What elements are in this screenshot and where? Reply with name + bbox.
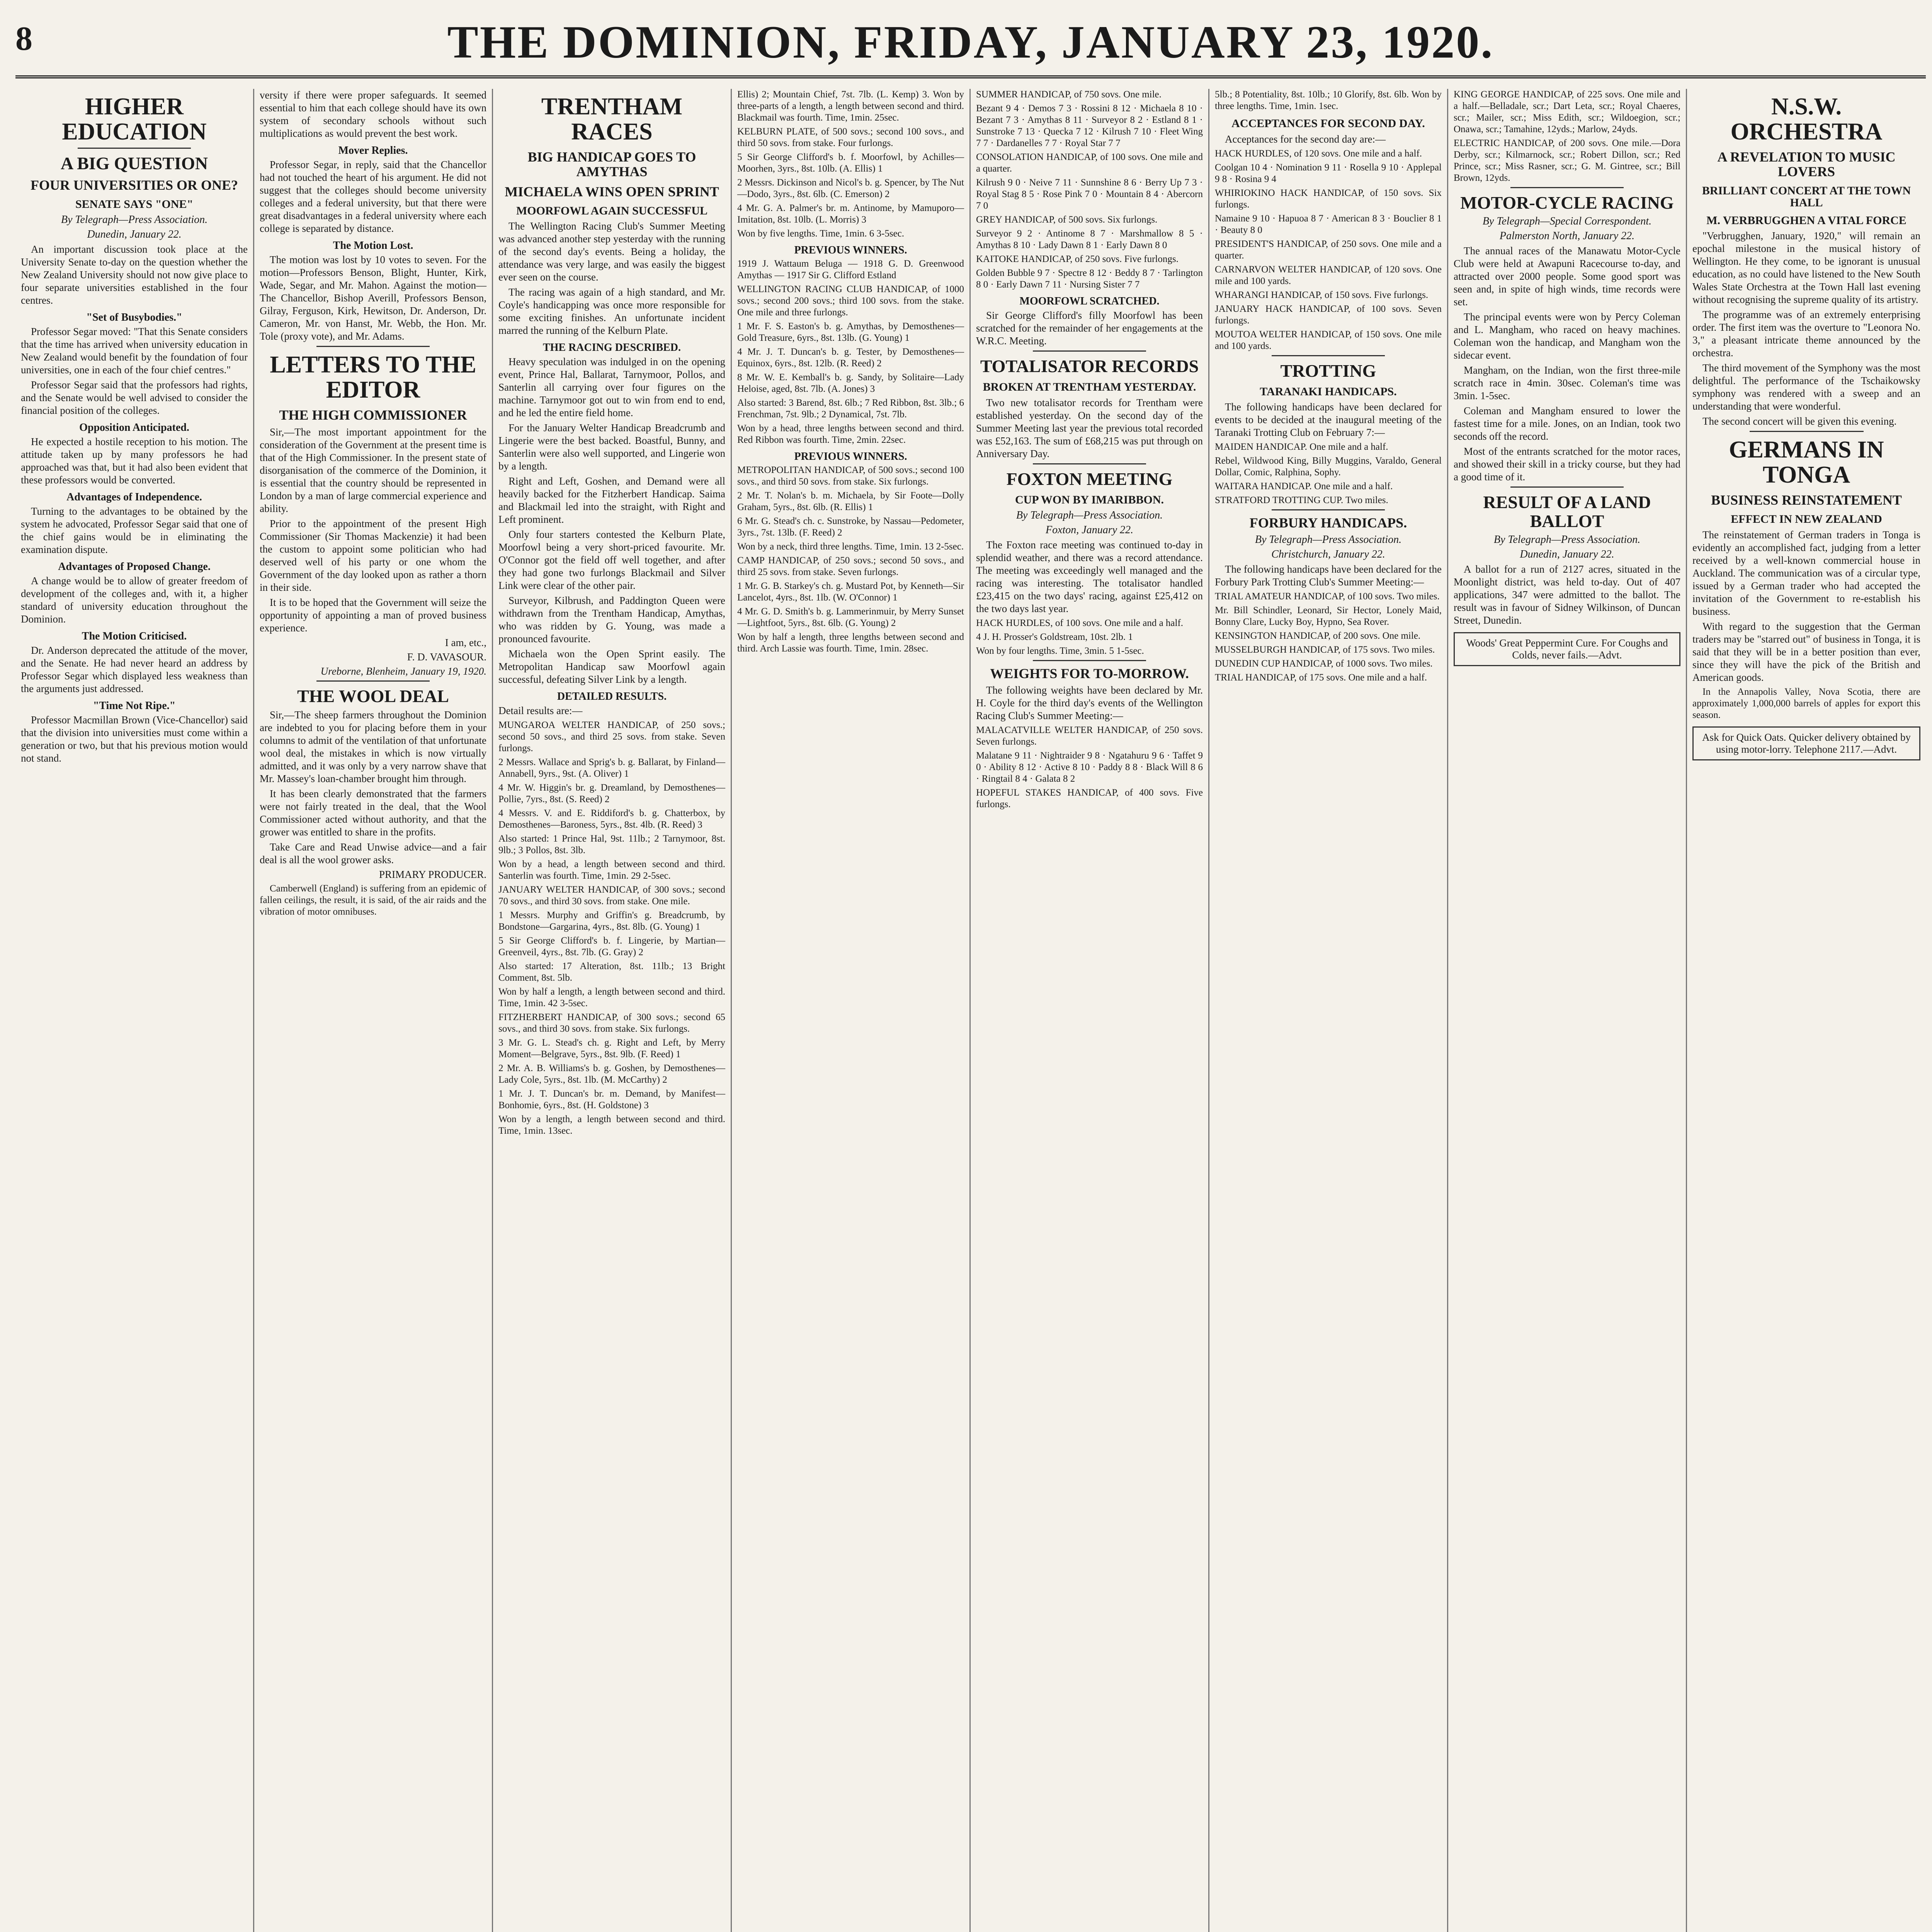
race-title: KAITOKE HANDICAP, of 250 sovs. Five furlongs. xyxy=(976,254,1179,264)
race-title: DUNEDIN CUP HANDICAP, of 1000 sovs. Two miles. xyxy=(1215,658,1433,669)
race-placing: 2 Mr. T. Nolan's b. m. Michaela, by Sir Foote—Dolly Graham, 5yrs., 8st. 6lb. (R. Ellis) 1 xyxy=(737,490,964,512)
page-number: 8 xyxy=(15,20,32,58)
race-placing: 8 Mr. W. E. Kemball's b. g. Sandy, by Solitaire—Lady Heloise, aged, 8st. 7lb. (A. Jones) 3 xyxy=(737,372,964,394)
subheading: The Motion Criticised. xyxy=(82,630,187,642)
weights-list: Kilrush 9 0 · Neive 7 11 · Sunnshine 8 6 · Berry Up 7 3 · Royal Stag 8 5 · Rose Pink 7 0 · Mountain 8 4 · Abercorn 7 0 xyxy=(976,177,1203,211)
article-paragraph: The reinstatement of German traders in Tonga is evidently an accomplished fact, judging from a letter received by a well-known commercial house in Auckland. The communication was of a circular type, issued by a German trader who had accepted the invitation of the Government to re-establish his business. xyxy=(1692,529,1920,617)
race-result: 5lb.; 8 Potentiality, 8st. 10lb.; 10 Glorify, 8st. 6lb. Won by three lengths. Time, 1min. 1sec. xyxy=(1215,89,1442,111)
headline-higher-education: HIGHER EDUCATION xyxy=(62,94,207,145)
page-columns xyxy=(15,89,1926,1932)
divider xyxy=(1033,350,1146,352)
masthead-rule xyxy=(15,75,1926,78)
article-paragraph: With regard to the suggestion that the German traders may be "starred out" of business in Tonga, it is said that they will be in a better position than ever, since they will have the pick of the British and American goods. xyxy=(1692,620,1920,683)
byline: By Telegraph—Special Correspondent. xyxy=(1482,215,1652,228)
race-title: SUMMER HANDICAP, of 750 sovs. One mile. xyxy=(976,89,1162,100)
race-title: FITZHERBERT HANDICAP, of 300 sovs.; second 65 sovs., and third 30 sovs. from stake. Six furlongs. xyxy=(498,1012,725,1034)
byline: By Telegraph—Press Association. xyxy=(1255,534,1402,546)
divider xyxy=(1750,431,1864,432)
race-placing: 1 Mr. F. S. Easton's b. g. Amythas, by Demosthenes—Gold Treasure, 6yrs., 8st. 13lb. (G. Young) 1 xyxy=(737,321,964,343)
headline-nsw-orchestra: N.S.W. ORCHESTRA xyxy=(1730,94,1883,145)
race-title: MUSSELBURGH HANDICAP, of 175 sovs. Two miles. xyxy=(1215,645,1435,655)
divider xyxy=(1272,355,1385,356)
subheading: "Set of Busybodies." xyxy=(86,311,182,323)
divider xyxy=(316,680,430,682)
race-title: PRESIDENT'S HANDICAP, of 250 sovs. One mile and a quarter. xyxy=(1215,238,1442,261)
race-placing: 5 Sir George Clifford's b. f. Lingerie, by Martian—Greenveil, 4yrs., 8st. 7lb. (G. Gray) 2 xyxy=(498,935,725,958)
race-placing: 4 Mr. W. Higgin's br. g. Dreamland, by Demosthenes—Pollie, 7yrs., 8st. (S. Reed) 2 xyxy=(498,782,725,805)
race-placing: 3 Mr. G. L. Stead's ch. g. Right and Left, by Merry Moment—Belgrave, 5yrs., 8st. 9lb. (F. Reed) 1 xyxy=(498,1037,725,1060)
news-brief: Camberwell (England) is suffering from an epidemic of fallen ceilings, the result, it is said, of the air raids and the vibration of motor omnibuses. xyxy=(260,883,486,917)
article-paragraph: For the January Welter Handicap Breadcrumb and Lingerie were the best backed. Boastful, Bunny, and Santerlin were also well supported, and Lingerie won by a length. xyxy=(498,422,725,472)
weights-list: Bezant 9 4 · Demos 7 3 · Rossini 8 12 · Michaela 8 10 · Bezant 7 3 · Amythas 8 11 · Surveyor 8 2 · Estland 8 1 · Sunstroke 7 13 · Quecka 7 12 · Kilrush 7 10 · Fleet Wing 7 7 · Dardanelles 7 7 · Royal Star 7 7 xyxy=(976,103,1203,148)
article-paragraph: Michaela won the Open Sprint easily. The Metropolitan Handicap saw Moorfowl again successful, defeating Silver Link by a length. xyxy=(498,648,725,685)
dateline: Foxton, January 22. xyxy=(1045,524,1134,536)
article-paragraph: Professor Segar, in reply, said that the Chancellor had not touched the heart of his argument. He did not suggest that the colleges should become university colleges and a federal university, but that there were great disadvantages in a federal university where each college is separated by distance. xyxy=(260,159,486,234)
headline-land-ballot: RESULT OF A LAND BALLOT xyxy=(1483,492,1651,531)
subheading: MOORFOWL SCRATCHED. xyxy=(1019,295,1160,307)
article-paragraph: A change would be to allow of greater freedom of development of the colleges and, with it, a higher standard of university education throughout the Dominion. xyxy=(21,575,248,625)
article-paragraph: Right and Left, Goshen, and Demand were all heavily backed for the Fitzherbert Handicap. Saima and Blackmail led into the straight, with Right and Left prominent. xyxy=(498,475,725,526)
race-placing: 4 Mr. G. D. Smith's b. g. Lammerinmuir, by Merry Sunset—Lightfoot, 5yrs., 8st. 6lb. (G. Young) 2 xyxy=(737,606,964,628)
letter-paragraph: It is to be hoped that the Government will seize the opportunity of appointing a man of proved business experience. xyxy=(260,596,486,634)
handicap-list: ELECTRIC HANDICAP, of 200 sovs. One mile.—Dora Derby, scr.; Kilmarnock, scr.; Robert Dillon, scr.; Red Prince, scr.; Miss Rasner, scr.; G. M. Gintree, scr.; Bill Brown, 12yds. xyxy=(1454,138,1680,183)
column-7 xyxy=(1448,89,1687,1932)
deck-verbrugghen: M. VERBRUGGHEN A VITAL FORCE xyxy=(1706,214,1906,227)
subheading: PREVIOUS WINNERS. xyxy=(794,451,907,463)
article-paragraph: Most of the entrants scratched for the motor races, and showed their skill in a tricky course, but they had a good time of it. xyxy=(1454,446,1680,483)
headline-weights-for-tomorrow: WEIGHTS FOR TO-MORROW. xyxy=(990,665,1189,681)
race-title: TRIAL HANDICAP, of 175 sovs. One mile and a half. xyxy=(1215,672,1427,683)
subheading: "Time Not Ripe." xyxy=(93,699,176,712)
article-paragraph: The programme was of an extremely enterprising order. The first item was the overture to "Leonora No. 3," a pleasant intricate theme announced by the orchestra. xyxy=(1692,309,1920,359)
divider xyxy=(1272,509,1385,510)
race-title: TRIAL AMATEUR HANDICAP, of 100 sovs. Two miles. xyxy=(1215,591,1440,602)
letter-signature: F. D. VAVASOUR. xyxy=(407,651,486,663)
deck-broken-at-trentham: BROKEN AT TRENTHAM YESTERDAY. xyxy=(983,381,1196,394)
article-paragraph: Sir George Clifford's filly Moorfowl has been scratched for the remainder of her engagements at the W.R.C. Meeting. xyxy=(976,310,1203,347)
previous-winners-table: 1919 J. Wattaum Beluga — 1918 G. D. Greenwood Amythas — 1917 Sir G. Clifford Estland xyxy=(737,259,964,281)
race-title: WAITARA HANDICAP. One mile and a half. xyxy=(1215,481,1393,492)
race-title: MUNGAROA WELTER HANDICAP, of 250 sovs.; second 50 sovs., and third 25 sovs. from stake. Seven furlongs. xyxy=(498,720,725,754)
article-paragraph: The following handicaps have been declared for the Forbury Park Trotting Club's Summer Meeting:— xyxy=(1215,563,1442,588)
deck-high-commissioner: THE HIGH COMMISSIONER xyxy=(279,407,467,423)
acceptances-list: Coolgan 10 4 · Nomination 9 11 · Rosella 9 10 · Applepal 9 8 · Rosina 9 4 xyxy=(1215,162,1442,184)
article-paragraph: Two new totalisator records for Trentham were established yesterday. On the second day of the Summer Meeting last year the previous total recorded was £52,163. The sum of £68,215 was put through on Anniversary Day. xyxy=(976,396,1203,459)
headline-motor-cycle-racing: MOTOR-CYCLE RACING xyxy=(1460,193,1674,213)
subheading: Mover Replies. xyxy=(338,145,408,156)
dateline: Dunedin, January 22. xyxy=(87,228,182,240)
race-margin: Won by four lengths. Time, 3min. 5 1-5sec. xyxy=(976,645,1144,656)
race-placing: 4 Messrs. V. and E. Riddiford's b. g. Chatterbox, by Demosthenes—Baroness, 5yrs., 8st. 4lb. (R. Reed) 3 xyxy=(498,808,725,830)
byline: By Telegraph—Press Association. xyxy=(1493,533,1641,546)
article-paragraph: Professor Segar said that the professors had rights, and the Senate would be well advised to consider the financial position of the colleges. xyxy=(21,379,248,416)
weights-list: Golden Bubble 9 7 · Spectre 8 12 · Beddy 8 7 · Tarlington 8 0 · Early Dawn 7 11 · Nursing Sister 7 7 xyxy=(976,268,1203,290)
article-paragraph: Heavy speculation was indulged in on the opening event, Prince Hal, Ballarat, Tarnymoor, Pollos, and Santerlin all carrying over four figures on the machine. Tarnymoor got out to win from end to end, and he led the entire field home. xyxy=(498,356,725,419)
deck-moorfowl: MOORFOWL AGAIN SUCCESSFUL xyxy=(516,204,708,217)
article-paragraph: The annual races of the Manawatu Motor-Cycle Club were held at Awapuni Racecourse to-day, and attracted over 2000 people. Some good sport was seen and, in spite of high winds, time records were set. xyxy=(1454,245,1680,308)
article-paragraph: Professor Macmillan Brown (Vice-Chancellor) said that the division into universities must come within a generation or two, but that his previous motion would not stand. xyxy=(21,714,248,764)
race-title: WELLINGTON RACING CLUB HANDICAP, of 1000 sovs.; second 200 sovs.; third 100 sovs. from the stake. One mile and three furlongs. xyxy=(737,284,964,318)
race-margin: Won by half a length, a length between second and third. Time, 1min. 42 3-5sec. xyxy=(498,986,725,1009)
article-paragraph: The motion was lost by 10 votes to seven. For the motion—Professors Benson, Blight, Hunter, Kirk, Wade, Segar, and Mr. Mahon. Against the motion—The Chancellor, Bishop Averill, Professors Benson, Gilray, Ferguson, Kirk, Hewitson, Dr. Anderson, Dr. Cameron, Mr. von Hanst, Mr. Webb, the Hon. Mr. Tole (proxy vote), and Mr. Adams. xyxy=(260,254,486,342)
divider xyxy=(78,148,191,149)
race-title: HACK HURDLES, of 120 sovs. One mile and a half. xyxy=(1215,148,1422,159)
race-title: STRATFORD TROTTING CUP. Two miles. xyxy=(1215,495,1388,506)
race-margin: Won by five lengths. Time, 1min. 6 3-5sec. xyxy=(737,228,904,239)
race-result: Ellis) 2; Mountain Chief, 7st. 7lb. (L. Kemp) 3. Won by three-parts of a length, a length between second and third. Blackmail was fourth. Time, 1min. 25sec. xyxy=(737,89,964,123)
article-paragraph: Detail results are:— xyxy=(498,705,583,717)
headline-trotting: TROTTING xyxy=(1280,361,1376,381)
subheading: The Motion Lost. xyxy=(333,240,413,252)
race-title: HOPEFUL STAKES HANDICAP, of 400 sovs. Five furlongs. xyxy=(976,787,1203,810)
article-paragraph: Acceptances for the second day are:— xyxy=(1225,133,1386,145)
race-also-started: Also started: 1 Prince Hal, 9st. 11lb.; 2 Tarnymoor, 8st. 9lb.; 3 Pollos, 8st. 3lb. xyxy=(498,833,725,856)
divider xyxy=(1033,660,1146,661)
dateline: Christchurch, January 22. xyxy=(1271,548,1385,561)
race-title: MALACATVILLE WELTER HANDICAP, of 250 sovs. Seven furlongs. xyxy=(976,725,1203,747)
divider xyxy=(1510,187,1624,188)
newspaper-title: THE DOMINION, FRIDAY, JANUARY 23, 1920. xyxy=(447,16,1494,68)
divider xyxy=(1510,486,1624,488)
column-4 xyxy=(732,89,971,1932)
race-margin: Won by a length, a length between second and third. Time, 1min. 13sec. xyxy=(498,1114,725,1136)
race-title: JANUARY HACK HANDICAP, of 100 sovs. Seven furlongs. xyxy=(1215,303,1442,326)
deck-revelation: A REVELATION TO MUSIC LOVERS xyxy=(1717,149,1896,179)
race-placing: 2 Messrs. Dickinson and Nicol's b. g. Spencer, by The Nut—Dodo, 3yrs., 8st. 6lb. (C. Emerson) 2 xyxy=(737,177,964,199)
letter-signoff: I am, etc., xyxy=(445,636,486,648)
handicap-list: Rebel, Wildwood King, Billy Muggins, Varaldo, General Dollar, Comic, Ralphina, Sophy. xyxy=(1215,456,1442,478)
deck-four-universities: FOUR UNIVERSITIES OR ONE? xyxy=(30,177,238,193)
race-title: METROPOLITAN HANDICAP, of 500 sovs.; second 100 sovs., and third 50 sovs. from stake. Six furlongs. xyxy=(737,465,964,487)
column-6 xyxy=(1209,89,1448,1932)
column-2 xyxy=(254,89,493,1932)
deck-big-question: A BIG QUESTION xyxy=(61,153,208,173)
subheading: Advantages of Independence. xyxy=(66,491,202,503)
article-paragraph: Coleman and Mangham ensured to lower the fastest time for a mile. Jones, on an Indian, took two seconds off the record. xyxy=(1454,405,1680,442)
subheading: Advantages of Proposed Change. xyxy=(58,560,211,573)
divider xyxy=(1033,463,1146,464)
acceptances-list: Namaine 9 10 · Hapuoa 8 7 · American 8 3 · Bouclier 8 1 · Beauty 8 0 xyxy=(1215,213,1442,235)
race-placing: 4 Mr. J. T. Duncan's b. g. Tester, by Demosthenes—Equinox, 6yrs., 8st. 12lb. (R. Reed) 2 xyxy=(737,347,964,369)
race-title: JANUARY WELTER HANDICAP, of 300 sovs.; second 70 sovs., and third 30 sovs. from stake. One mile. xyxy=(498,884,725,907)
letter-address: Ureborne, Blenheim, January 19, 1920. xyxy=(320,665,486,677)
race-margin: Won by a head, a length between second and third. Santerlin was fourth. Time, 1min. 29 2-5sec. xyxy=(498,859,725,881)
race-title: KENSINGTON HANDICAP, of 200 sovs. One mile. xyxy=(1215,631,1421,641)
headline-wool-deal: THE WOOL DEAL xyxy=(297,686,449,706)
article-paragraph: The following handicaps have been declared for events to be decided at the inaugural meeting of the Taranaki Trotting Club on February 7:— xyxy=(1215,401,1442,439)
deck-cup-won: CUP WON BY IMARIBBON. xyxy=(1015,493,1164,507)
advertisement: Woods' Great Peppermint Cure. For Coughs and Colds, never fails.—Advt. xyxy=(1454,632,1680,666)
subheading: THE RACING DESCRIBED. xyxy=(543,342,681,354)
article-paragraph: The racing was again of a high standard, and Mr. Coyle's handicapping was once more responsible for some exciting finishes. An unfortunate incident marred the running of the Kelburn Plate. xyxy=(498,286,725,337)
race-title: HACK HURDLES, of 100 sovs. One mile and a half. xyxy=(976,617,1184,628)
column-3 xyxy=(493,89,732,1932)
race-title: CONSOLATION HANDICAP, of 100 sovs. One mile and a quarter. xyxy=(976,152,1203,174)
headline-letters-to-the-editor: LETTERS TO THE EDITOR xyxy=(270,352,476,403)
headline-foxton-meeting: FOXTON MEETING xyxy=(1006,469,1173,489)
article-paragraph: The second concert will be given this evening. xyxy=(1702,415,1897,427)
race-title: WHARANGI HANDICAP, of 150 sovs. Five furlongs. xyxy=(1215,289,1429,300)
letter-paragraph: Sir,—The sheep farmers throughout the Dominion are indebted to you for placing before them in your columns to admit of the ventilation of that unfortunate wool deal, the mistakes in which is now virtually admitted, and it was only by a very narrow shave that Mr. Massey's loan-chamber brought him through. xyxy=(260,709,486,785)
article-paragraph: He expected a hostile reception to his motion. The attitude taken up by many professors he had approached was that, but it had also been evident that these professors would be converted. xyxy=(21,435,248,486)
race-title: GREY HANDICAP, of 500 sovs. Six furlongs. xyxy=(976,214,1158,225)
deck-business-reinstatement: BUSINESS REINSTATEMENT xyxy=(1711,492,1902,508)
handicap-list: KING GEORGE HANDICAP, of 225 sovs. One mile and a half.—Belladale, scr.; Dart Leta, scr.; Royal Chaeres, scr.; Mailer, scr.; Miss Edith, scr.; Wildoegion, scr.; Onawa, scr.; Tamahine, 12yds.; Marlow, 24yds. xyxy=(1454,89,1680,134)
deck-michaela-wins: MICHAELA WINS OPEN SPRINT xyxy=(505,184,719,199)
article-paragraph: The Wellington Racing Club's Summer Meeting was advanced another step yesterday with the running of the second day's events. Being a holiday, the attendance was very large, and was easily the biggest ever seen on the course. xyxy=(498,220,725,283)
article-paragraph: Mangham, on the Indian, won the first three-mile scratch race in 4min. 30sec. Coleman's time was 3min. 1-5sec. xyxy=(1454,364,1680,402)
race-placing: 2 Messrs. Wallace and Sprig's b. g. Ballarat, by Finland—Annabell, 9yrs., 9st. (A. Oliver) 1 xyxy=(498,757,725,779)
race-title: CARNARVON WELTER HANDICAP, of 120 sovs. One mile and 100 yards. xyxy=(1215,264,1442,286)
byline: By Telegraph—Press Association. xyxy=(61,213,208,226)
divider xyxy=(316,346,430,347)
article-paragraph: versity if there were proper safeguards. It seemed essential to him that each college should have its own system of secondary schools without such multiplications as would prevent the best work. xyxy=(260,89,486,139)
advertisement: Ask for Quick Oats. Quicker delivery obtained by using motor-lorry. Telephone 2117.—Advt. xyxy=(1692,726,1920,760)
subheading: Opposition Anticipated. xyxy=(79,421,189,434)
letter-paragraph: Prior to the appointment of the present High Commissioner (Sir Thomas Mackenzie) it had been the custom to appoint some politician who had deserved well of his party or one whom the Government of the day looked upon as rather a thorn in their side. xyxy=(260,517,486,593)
weights-list: Malatane 9 11 · Nightraider 9 8 · Ngatahuru 9 6 · Taffet 9 0 · Ability 8 12 · Active 8 10 · Paddy 8 8 · Black Will 8 6 · Ringtail 8 4 · Galata 8 2 xyxy=(976,750,1203,784)
article-paragraph: The third movement of the Symphony was the most delightful. The performance of the Tschaikowsky symphony was rendered with a sweep and an understanding that were wonderful. xyxy=(1692,362,1920,412)
race-placing: 2 Mr. A. B. Williams's b. g. Goshen, by Demosthenes—Lady Cole, 5yrs., 8st. 1lb. (M. McCarthy) 2 xyxy=(498,1063,725,1085)
column-1 xyxy=(15,89,254,1932)
deck-effect-in-nz: EFFECT IN NEW ZEALAND xyxy=(1731,513,1882,526)
race-title: MAIDEN HANDICAP. One mile and a half. xyxy=(1215,442,1388,452)
article-paragraph: Surveyor, Kilbrush, and Paddington Queen were withdrawn from the Trentham Handicap, Amythas, who was ridden by G. Young, was made a pronounced favourite. xyxy=(498,595,725,645)
deck-senate-says-one: SENATE SAYS "ONE" xyxy=(75,198,194,211)
article-paragraph: The following weights have been declared by Mr. H. Coyle for the third day's events of the Wellington Racing Club's Summer Meeting:— xyxy=(976,684,1203,722)
dateline: Dunedin, January 22. xyxy=(1520,548,1614,560)
masthead xyxy=(15,12,1926,70)
headline-germans-in-tonga: GERMANS IN TONGA xyxy=(1729,437,1884,488)
deck-brilliant-concert: BRILLIANT CONCERT AT THE TOWN HALL xyxy=(1702,184,1911,209)
article-paragraph: Dr. Anderson deprecated the attitude of the mover, and the Senate. He had never heard an address by Professor Segar which displayed less weakness than the arguments just addressed. xyxy=(21,644,248,694)
article-paragraph: Professor Segar moved: "That this Senate considers that the time has arrived when university education in New Zealand would benefit by the foundation of four universities, one in each of the four chief centres." xyxy=(21,325,248,376)
article-paragraph: The Foxton race meeting was continued to-day in splendid weather, and there was a record attendance. The meeting was exceedingly well managed and the racing was interesting. The totalisator handled £23,415 on the two days' racing, against £25,412 on the two days last year. xyxy=(976,539,1203,614)
letter-paragraph: It has been clearly demonstrated that the farmers were not fairly treated in the deal, that the Wool Commissioner acted without authority, and that the grower was entitled to share in the profits. xyxy=(260,788,486,838)
handicap-list: Mr. Bill Schindler, Leonard, Sir Hector, Lonely Maid, Bonny Clare, Lucky Boy, Hypno, Sea Rover. xyxy=(1215,605,1442,628)
race-margin: Won by a head, three lengths between second and third. Red Ribbon was fourth. Time, 2min. 22sec. xyxy=(737,423,964,445)
headline-acceptances: ACCEPTANCES FOR SECOND DAY. xyxy=(1231,117,1425,130)
race-placing: 1 Mr. J. T. Duncan's br. m. Demand, by Manifest—Bonhomie, 6yrs., 8st. (H. Goldstone) 3 xyxy=(498,1088,725,1111)
race-also-started: Also started: 17 Alteration, 8st. 11lb.; 13 Bright Comment, 8st. 5lb. xyxy=(498,961,725,983)
article-paragraph: Turning to the advantages to be obtained by the system he advocated, Professor Segar said that one of the chief gains would be in eliminating the examination dispute. xyxy=(21,505,248,555)
article-paragraph: A ballot for a run of 2127 acres, situated in the Moonlight district, was held to-day. Out of 407 applications, 347 were admitted to the ballot. The result was in favour of Sidney Wilkinson, of Duncan Street, Dunedin. xyxy=(1454,563,1680,626)
dateline: Palmerston North, January 22. xyxy=(1499,230,1635,242)
byline: By Telegraph—Press Association. xyxy=(1016,509,1163,521)
race-placing: 6 Mr. G. Stead's ch. c. Sunstroke, by Nassau—Pedometer, 3yrs., 7st. 13lb. (F. Reed) 2 xyxy=(737,516,964,538)
race-placing: 4 J. H. Prosser's Goldstream, 10st. 2lb. 1 xyxy=(976,631,1133,642)
headline-forbury-handicaps: FORBURY HANDICAPS. xyxy=(1249,515,1407,531)
race-placing: 1 Mr. G. B. Starkey's ch. g. Mustard Pot, by Kenneth—Sir Lancelot, 4yrs., 8st. 1lb. (W. O'Connor) 1 xyxy=(737,581,964,603)
letter-signature: PRIMARY PRODUCER. xyxy=(379,869,486,881)
article-paragraph: An important discussion took place at the University Senate to-day on the question whether the New Zealand University should not now give place to four separate universities established in the four centres. xyxy=(21,243,248,306)
column-5 xyxy=(971,89,1209,1932)
race-title: MOUTOA WELTER HANDICAP, of 150 sovs. One mile and 100 yards. xyxy=(1215,329,1442,351)
news-brief: In the Annapolis Valley, Nova Scotia, there are approximately 1,000,000 barrels of apples for export this season. xyxy=(1692,686,1920,720)
article-paragraph: "Verbrugghen, January, 1920," will remain an epochal milestone in the musical history of Wellington. He they come, to be ignorant is unusual education, as no could have listened to the New South Wales State Orchestra at the Town Hall last evening without recognising the supreme quality of its artistry. xyxy=(1692,230,1920,306)
race-placing: 4 Mr. G. A. Palmer's br. m. Antinome, by Mamuporo—Imitation, 8st. 10lb. (L. Morris) 3 xyxy=(737,203,964,225)
letter-paragraph: Take Care and Read Unwise advice—and a fair deal is all the wool grower asks. xyxy=(260,841,486,866)
weights-list: Surveyor 9 2 · Antinome 8 7 · Marshmallow 8 5 · Amythas 8 10 · Lady Dawn 8 1 · Early Dawn 8 0 xyxy=(976,228,1203,250)
race-placing: 5 Sir George Clifford's b. f. Moorfowl, by Achilles—Moorhen, 3yrs., 8st. 10lb. (A. Ellis) 1 xyxy=(737,152,964,174)
race-margin: Won by half a length, three lengths between second and third. Arch Lassie was fourth. Time, 1min. 28sec. xyxy=(737,632,964,654)
race-also-started: Also started: 3 Barend, 8st. 6lb.; 7 Red Ribbon, 8st. 3lb.; 6 Frenchman, 7st. 9lb.; 2 Dynamical, 7st. 7lb. xyxy=(737,398,964,420)
headline-totalisator-records: TOTALISATOR RECORDS xyxy=(980,356,1199,376)
race-title: CAMP HANDICAP, of 250 sovs.; second 50 sovs., and third 25 sovs. from stake. Seven furlongs. xyxy=(737,555,964,577)
race-title: KELBURN PLATE, of 500 sovs.; second 100 sovs., and third 50 sovs. from stake. Four furlongs. xyxy=(737,126,964,148)
subheading: DETAILED RESULTS. xyxy=(557,690,667,703)
headline-trentham-races: TRENTHAM RACES xyxy=(541,94,683,145)
deck-big-handicap: BIG HANDICAP GOES TO AMYTHAS xyxy=(527,149,696,179)
race-placing: 1 Messrs. Murphy and Griffin's g. Breadcrumb, by Bondstone—Gargarina, 4yrs., 8st. 8lb. (G. Young) 1 xyxy=(498,910,725,932)
letter-paragraph: Sir,—The most important appointment for the consideration of the Government at the present time is that of the High Commissioner. In the present state of disorganisation of the commerce of the Dominion, it is essential that the country should be represented in London by a man of large commercial experience and ability. xyxy=(260,426,486,514)
subheading: PREVIOUS WINNERS. xyxy=(794,244,907,256)
column-8 xyxy=(1687,89,1926,1932)
race-title: WHIRIOKINO HACK HANDICAP, of 150 sovs. Six furlongs. xyxy=(1215,187,1442,210)
deck-taranaki-handicaps: TARANAKI HANDICAPS. xyxy=(1260,385,1397,398)
article-paragraph: The principal events were won by Percy Coleman and L. Mangham, who raced on heavy machines. Coleman won the handicap, and Mangham won the sidecar event. xyxy=(1454,311,1680,361)
article-paragraph: Only four starters contested the Kelburn Plate, Moorfowl being a very short-priced favourite. Mr. O'Connor got the field off well together, and after they had gone two furlongs Blackmail and Silver Link were clear of the other pair. xyxy=(498,529,725,592)
race-margin: Won by a neck, third three lengths. Time, 1min. 13 2-5sec. xyxy=(737,541,964,552)
